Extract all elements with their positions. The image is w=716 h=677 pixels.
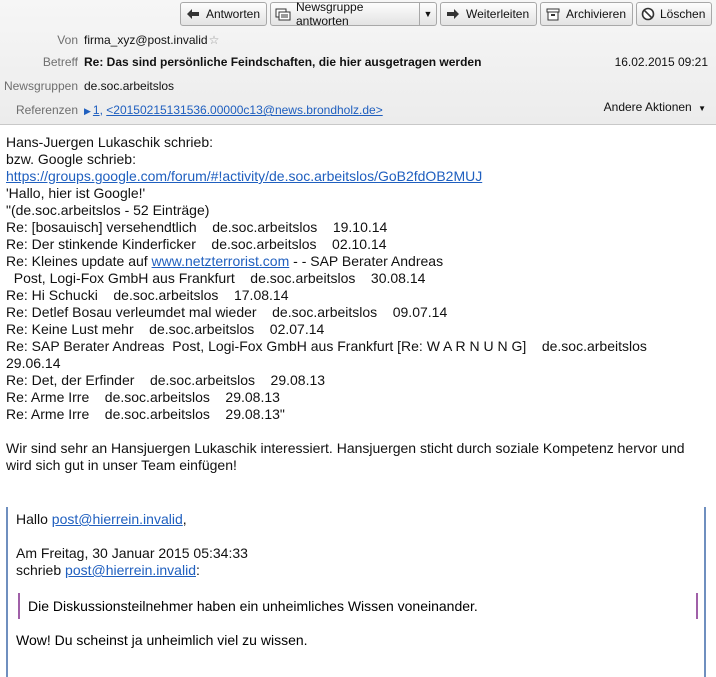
body-text: Re: Kleines update auf	[6, 253, 152, 269]
from-value[interactable]: firma_xyz@post.invalid	[84, 33, 208, 47]
body-line	[6, 253, 710, 270]
forward-button[interactable]	[440, 2, 537, 26]
newsgroup-icon	[275, 6, 291, 22]
newsgroups-value[interactable]: de.soc.arbeitslos	[84, 79, 175, 93]
body-line: Re: SAP Berater Andreas Post, Logi-Fox GmbH aus Frankfurt [Re: W A R N U N G] de.soc.arbeitslos	[6, 338, 647, 354]
delete-button[interactable]	[636, 2, 712, 26]
delete-label: Löschen	[660, 7, 706, 21]
newsgroups-row	[0, 79, 174, 93]
chevron-down-icon: ▼	[698, 104, 706, 113]
reply-arrow-icon	[185, 6, 201, 22]
other-actions-menu[interactable]	[604, 100, 706, 114]
reply-newsgroup-dropdown[interactable]	[420, 2, 437, 26]
email-link[interactable]: post@hierrein.invalid	[65, 562, 196, 578]
body-line: bzw. Google schrieb:	[6, 151, 136, 167]
reply-newsgroup-split	[270, 2, 437, 28]
archive-icon	[545, 6, 561, 22]
from-row	[0, 33, 219, 47]
body-line: "(de.soc.arbeitslos - 52 Einträge)	[6, 202, 210, 218]
body-line: 29.06.14	[6, 355, 61, 371]
subject-label: Betreff	[42, 55, 78, 69]
expand-triangle-icon[interactable]: ▶	[84, 106, 91, 116]
quote-line	[16, 562, 248, 579]
nested-quote	[18, 593, 698, 619]
newsgroups-label: Newsgruppen	[3, 79, 78, 93]
star-icon[interactable]: ☆	[208, 33, 220, 47]
reference-link-2[interactable]: <20150215131536.00000c13@news.brondholz.de>	[106, 103, 383, 117]
google-groups-link[interactable]: https://groups.google.com/forum/#!activity/de.soc.arbeitslos/GoB2fdOB2MUJ	[6, 168, 483, 184]
body-line: Hans-Juergen Lukaschik schrieb:	[6, 134, 213, 150]
quote-text: ,	[182, 511, 187, 527]
message-body	[6, 134, 710, 474]
quoted-message	[6, 507, 706, 677]
references-value: ▶ 1, <20150215131536.00000c13@news.brondholz.de>	[84, 103, 383, 117]
body-line: Re: Det, der Erfinder de.soc.arbeitslos 29.08.13	[6, 372, 326, 388]
body-line: Re: Detlef Bosau verleumdet mal wieder de.soc.arbeitslos 09.07.14	[6, 304, 448, 320]
reference-link-1[interactable]: 1	[92, 103, 100, 117]
body-line: 'Hallo, hier ist Google!'	[6, 185, 146, 201]
reply-label: Antworten	[205, 7, 260, 21]
body-paragraph: Wir sind sehr an Hansjuergen Lukaschik interessiert. Hansjuergen sticht durch soziale Kompetenz hervor und wird sich gut in unser Team einfügen!	[6, 440, 689, 473]
message-toolbar	[180, 2, 712, 28]
quote-line: Wow! Du scheinst ja unheimlich viel zu wissen.	[16, 632, 308, 648]
archive-button[interactable]	[540, 2, 633, 26]
body-line: Re: Hi Schucki de.soc.arbeitslos 17.08.14	[6, 287, 289, 303]
body-line	[6, 168, 710, 185]
body-line: Re: Arme Irre de.soc.arbeitslos 29.08.13	[6, 389, 280, 405]
email-link[interactable]: post@hierrein.invalid	[51, 511, 183, 527]
body-line: Re: Der stinkende Kinderficker de.soc.arbeitslos 02.10.14	[6, 236, 387, 252]
body-line: Re: Keine Lust mehr de.soc.arbeitslos 02.07.14	[6, 321, 325, 337]
reply-button[interactable]	[180, 2, 267, 26]
message-date: 16.02.2015 09:21	[614, 55, 708, 69]
forward-arrow-icon	[445, 6, 461, 22]
netzterrorist-link[interactable]: www.netzterrorist.com	[151, 253, 290, 269]
archive-label: Archivieren	[565, 7, 626, 21]
reply-newsgroup-label: Newsgruppe antworten	[296, 0, 364, 28]
quote-text: :	[195, 562, 200, 578]
quote-line	[16, 511, 248, 528]
references-label: Referenzen	[15, 103, 78, 117]
body-text: - - SAP Berater Andreas	[289, 253, 444, 269]
forward-label: Weiterleiten	[466, 7, 530, 21]
subject-row	[0, 55, 481, 69]
reply-newsgroup-button[interactable]	[270, 2, 420, 26]
quote-line: Am Freitag, 30 Januar 2015 05:34:33	[16, 545, 248, 561]
subject-value: Re: Das sind persönliche Feindschaften, die hier ausgetragen werden	[84, 55, 482, 69]
quote-text: schrieb	[16, 562, 66, 578]
quoted-text	[16, 511, 248, 579]
body-line: Re: [bosauisch] versehendtlich de.soc.arbeitslos 19.10.14	[6, 219, 388, 235]
chevron-down-icon: ▼	[423, 9, 433, 19]
quote-text: Hallo	[16, 511, 52, 527]
body-line: Re: Arme Irre de.soc.arbeitslos 29.08.13"	[6, 406, 285, 422]
message-header	[0, 0, 716, 125]
delete-icon	[641, 6, 655, 22]
nested-quote-text: Die Diskussionsteilnehmer haben ein unheimliches Wissen voneinander.	[28, 598, 478, 614]
other-actions-label: Andere Aktionen	[603, 100, 692, 114]
body-line: Post, Logi-Fox GmbH aus Frankfurt de.soc.arbeitslos 30.08.14	[6, 270, 426, 286]
from-label: Von	[57, 33, 78, 47]
references-row	[0, 103, 383, 117]
